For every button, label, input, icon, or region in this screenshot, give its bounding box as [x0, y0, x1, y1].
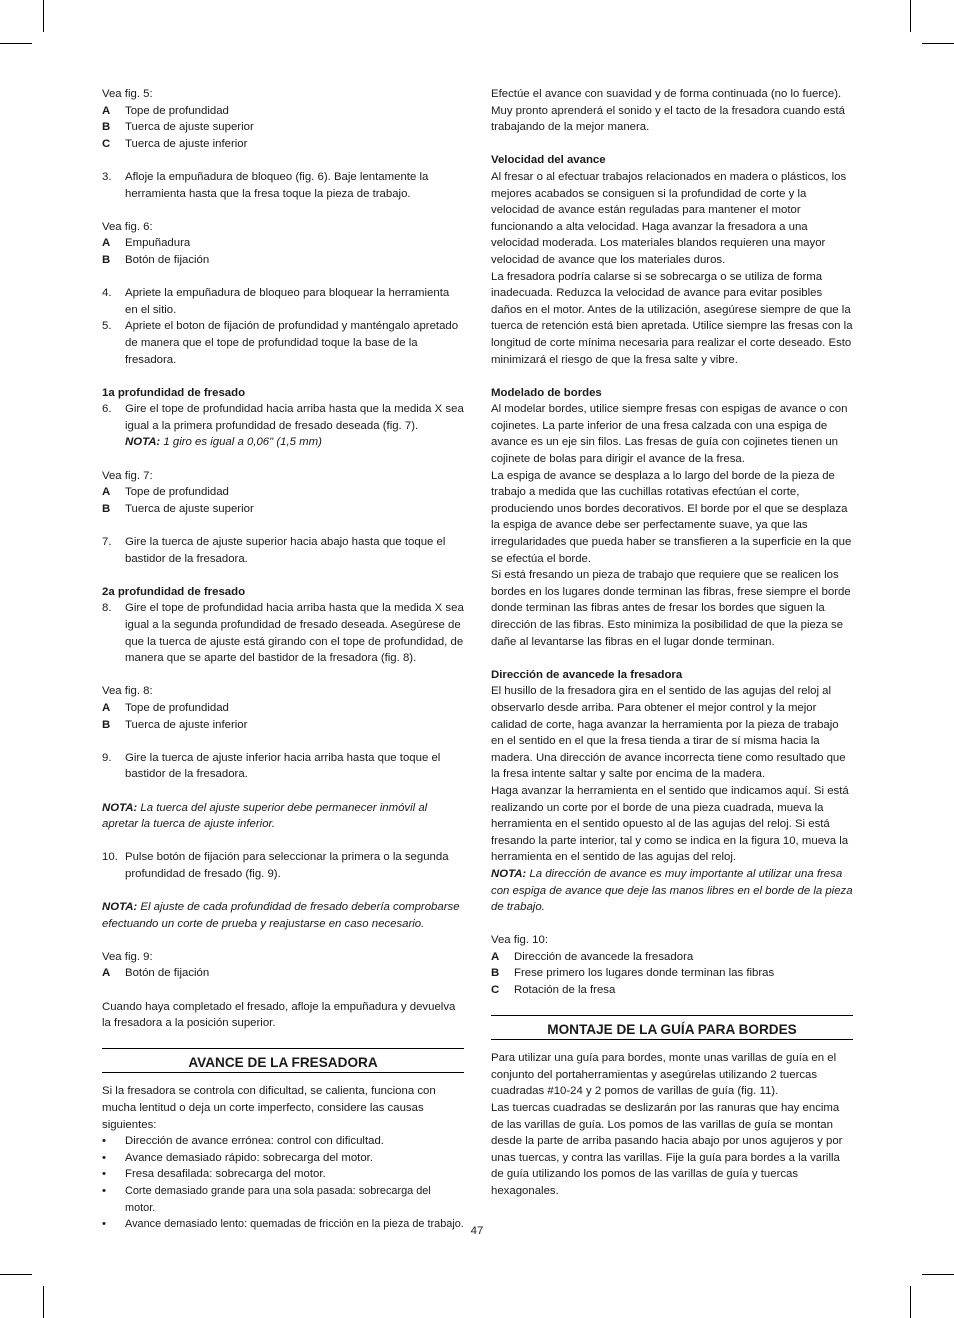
bullet-item: • Avance demasiado rápido: sobrecarga del motor.: [102, 1151, 374, 1164]
step-10: 10. Pulse botón de fijación para seleccionar la primera o la segunda profundidad de fresado (fig. 9).: [102, 851, 449, 880]
fig5-legend: [102, 86, 464, 152]
left-column: [102, 86, 464, 1233]
crop-mark: [910, 1286, 911, 1318]
direccion-heading: Dirección de avancede la fresadora: [491, 668, 683, 681]
fig10-title: Vea fig. 10:: [491, 934, 548, 947]
direccion-note: NOTA: La dirección de avance es muy importante al utilizar una fresa con espiga de avance que deje las manos libres en el borde de la pieza de trabajo.: [491, 867, 853, 914]
crop-mark: [43, 1286, 44, 1318]
step-8: 8. Gire el tope de profundidad hacia arriba hasta que la medida X sea igual a la segunda profundidad de fresado deseada. Asegúrese de que la tuerca de ajuste está girando con el tope de profundidad, de manera que se aparte del bastidor de la fresadora (fig. 8).: [102, 602, 464, 665]
modelado-p1: Al modelar bordes, utilice siempre fresas con espigas de avance o con cojinetes. La parte inferior de una fresa calzada con una espiga de avance es un eje sin filos. Las fresas de guía con cojinetes tienen un cojinete de bolas para dirigir el avance de la fresa.: [491, 403, 848, 466]
depth2-heading: 2a profundidad de fresado: [102, 585, 246, 598]
bullet-item: • Corte demasiado grande para una sola pasada: sobrecarga del motor.: [102, 1185, 431, 1214]
legend-item: A Dirección de avancede la fresadora: [491, 950, 694, 963]
legend-item: B Tuerca de ajuste superior: [102, 121, 254, 134]
direccion-section: [491, 667, 853, 916]
velocidad-heading: Velocidad del avance: [491, 154, 606, 167]
bullet-item: • Avance demasiado lento: quemadas de fricción en la pieza de trabajo.: [102, 1218, 464, 1231]
step-5: 5. Apriete el boton de fijación de profundidad y manténgalo apretado de manera que el tope de profundidad toque la base de la fresadora.: [102, 320, 459, 366]
note-upper-nut: NOTA: La tuerca del ajuste superior debe permanecer inmóvil al apretar la tuerca de ajuste inferior.: [102, 801, 428, 831]
legend-item: B Frese primero los lugares donde terminan las fibras: [491, 967, 775, 980]
montaje-p1: Para utilizar una guía para bordes, monte unas varillas de guía en el conjunto del portaherramientas y asegúrelas utilizando 2 tuercas cuadradas #10-24 y 2 pomos de varillas de guía (fig. 11).: [491, 1052, 837, 1098]
fig9-title: Vea fig. 9:: [102, 950, 153, 963]
direccion-p2: Haga avanzar la herramienta en el sentido que indicamos aquí. Si está realizando un corte por el borde de una pieza cuadrada, mueva la herramienta en el sentido opuesto al de las agujas del reloj. Si está fresando la parte interior, tal y como se indica en la figura 10, mueva la herramienta en el sentido de las agujas del reloj.: [491, 784, 849, 864]
montaje-p2: Las tuercas cuadradas se deslizarán por las ranuras que hay encima de las varillas de guía. Los pomos de las varillas de guía se montan desde la parte de arriba pasando hacia abajo por unos agujeros y por unas tuercas, y contra las varillas. Fije la guía para bordes a la varilla de guía utilizando los pomos de las varillas de guía y tuercas hexagonales.: [491, 1102, 843, 1197]
legend-item: A Tope de profundidad: [102, 701, 229, 714]
section-title-avance: AVANCE DE LA FRESADORA: [102, 1048, 464, 1073]
step-4: 4. Apriete la empuñadura de bloqueo para bloquear la herramienta en el sitio.: [102, 287, 450, 316]
fig5-title: Vea fig. 5:: [102, 88, 153, 100]
modelado-p3: Si está fresando un pieza de trabajo que requiere que se realicen los bordes en los lugares donde terminan las fibras, frese siempre el borde donde terminan las fibras antes de fresar los bordes que siguen la dirección de las fibras. Esto minimiza la posibilidad de que la pieza se dañe al levantarse las fibras en el lugar donde terminan.: [491, 569, 851, 648]
section-title-montaje: MONTAJE DE LA GUÍA PARA BORDES: [491, 1015, 853, 1040]
legend-item: A Tope de profundidad: [102, 486, 229, 499]
legend-item: B Botón de fijación: [102, 253, 210, 266]
step-9: 9. Gire la tuerca de ajuste inferior hacia arriba hasta que toque el bastidor de la fresadora.: [102, 751, 441, 781]
fig8-title: Vea fig. 8:: [102, 685, 153, 698]
note-test-cut: NOTA: El ajuste de cada profundidad de fresado debería comprobarse efectuando un corte de prueba y reajustarse en caso necesario.: [102, 901, 460, 930]
fig10-legend: [491, 932, 853, 998]
step-7: 7. Gire la tuerca de ajuste superior hacia abajo hasta que toque el bastidor de la fresadora.: [102, 536, 446, 565]
legend-item: B Tuerca de ajuste superior: [102, 502, 254, 515]
finish-paragraph: Cuando haya completado el fresado, afloje la empuñadura y devuelva la fresadora a la posición superior.: [102, 1000, 456, 1030]
page-number: 47: [470, 1225, 484, 1237]
fig6-legend: [102, 219, 464, 269]
crop-mark: [0, 1274, 32, 1275]
direccion-p1: El husillo de la fresadora gira en el sentido de las agujas del reloj al observarlo desde arriba. Para obtener el mejor control y la mejor calidad de corte, haga avanzar la herramienta por la pieza de trabajo en el sentido en el que la fresa tienda a tirar de sí misma hacia la madera. Una dirección de avance incorrecta tiene como resultado que la fresa intente saltar y salte por encima de la madera.: [491, 685, 846, 781]
depth1-heading: 1a profundidad de fresado: [102, 386, 246, 399]
modelado-heading: Modelado de bordes: [491, 386, 602, 399]
velocidad-p2: La fresadora podría calarse si se sobrecarga o se utiliza de forma inadecuada. Reduzca la velocidad de avance para evitar posibles daños en el motor. Antes de la utilización, asegúrese siempre de que la tuerca de retención está bien apretada. Utilice siempre las fresas con la longitud de corte mínima necesaria para realizar el corte deseado. Esto minimizará el riesgo de que la fresa salte y vibre.: [491, 270, 853, 366]
crop-mark: [43, 0, 44, 32]
modelado-section: [491, 385, 853, 651]
legend-item: C Rotación de la fresa: [491, 984, 616, 997]
steps-4-5: [102, 285, 464, 368]
modelado-p2: La espiga de avance se desplaza a lo largo del borde de la pieza de trabajo a medida que las cuchillas rotativas efectúan el corte, produciendo unos bordes decorativos. El borde por el que se desplaza la espiga de avance debe ser perfectamente suave, ya que las irregularidades que pueda haber se transfieren a la superficie en la que se efectúa el borde.: [491, 469, 852, 565]
legend-item: A Botón de fijación: [102, 967, 210, 980]
depth2-section: [102, 584, 464, 667]
step-6: 6. Gire el tope de profundidad hacia arriba hasta que la medida X sea igual a la primera profundidad de fresado deseada (fig. 7). NOTA: 1 giro es igual a 0,06" (1,5 mm): [102, 403, 464, 449]
fig6-title: Vea fig. 6:: [102, 220, 153, 233]
depth1-section: [102, 385, 464, 451]
legend-item: C Tuerca de ajuste inferior: [102, 137, 248, 150]
bullet-item: • Fresa desafilada: sobrecarga del motor.: [102, 1168, 326, 1181]
right-column: [491, 86, 853, 1200]
step-3: 3. Afloje la empuñadura de bloqueo (fig. 6). Baje lentamente la herramienta hasta que la fresa toque la pieza de trabajo.: [102, 170, 429, 200]
legend-item: A Tope de profundidad: [102, 104, 229, 117]
velocidad-section: [491, 152, 853, 368]
legend-item: A Empuñadura: [102, 237, 191, 250]
fig8-legend: [102, 683, 464, 733]
fig9-legend: [102, 949, 464, 982]
bullet-item: • Dirección de avance errónea: control con dificultad.: [102, 1135, 384, 1148]
crop-mark: [910, 0, 911, 32]
avance-intro: Si la fresadora se controla con dificultad, se calienta, funciona con mucha lentitud o deja un corte imperfecto, considere las causas siguientes:: [102, 1085, 436, 1131]
legend-item: B Tuerca de ajuste inferior: [102, 718, 248, 731]
intro-paragraph: Efectúe el avance con suavidad y de forma continuada (no lo fuerce). Muy pronto aprenderá el sonido y el tacto de la fresadora cuando está trabajando de la mejor manera.: [491, 88, 845, 134]
fig7-title: Vea fig. 7:: [102, 469, 153, 482]
crop-mark: [0, 43, 32, 44]
velocidad-p1: Al fresar o al efectuar trabajos relacionados en madera o plásticos, los mejores acabados se consiguen si la profundidad de corte y la velocidad de avance están reguladas para mantener el motor funcionando a alta velocidad. Haga avanzar la fresadora a una velocidad moderada. Los materiales blandos requieren una mayor velocidad de avance que los materiales duros.: [491, 170, 847, 266]
fig7-legend: [102, 468, 464, 518]
note: NOTA: 1 giro es igual a 0,06" (1,5 mm): [125, 436, 322, 449]
crop-mark: [922, 1274, 954, 1275]
crop-mark: [922, 43, 954, 44]
